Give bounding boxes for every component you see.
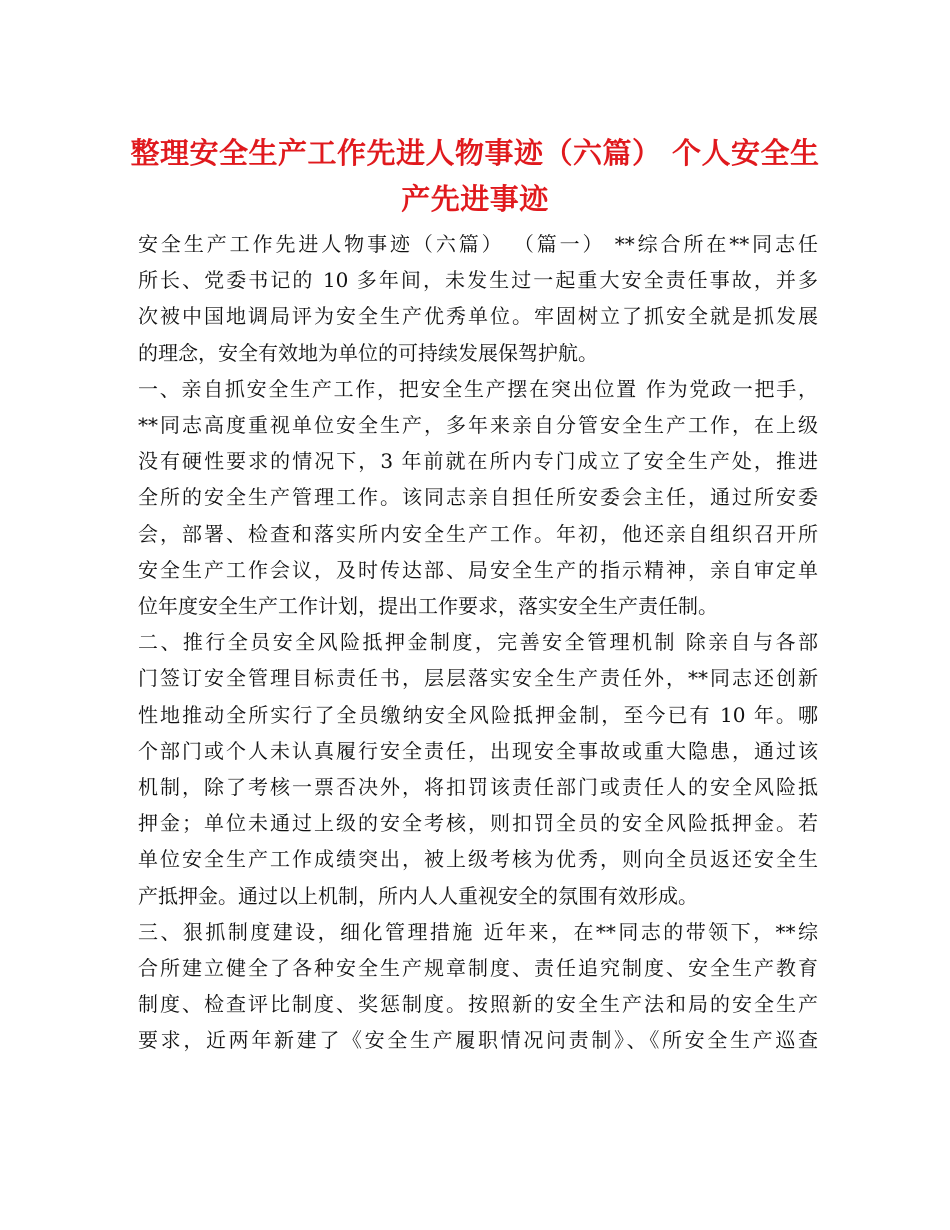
body-line: 的理念，安全有效地为单位的可持续发展保驾护航。 bbox=[138, 340, 598, 365]
body-line: 合所建立健全了各种安全生产规章制度、责任追究制度、安全生产教育 bbox=[138, 956, 818, 980]
body-line: 门签订安全管理目标责任书，层层落实安全生产责任外，**同志还创新 bbox=[138, 666, 818, 691]
body-line: 押金；单位未通过上级的安全考核，则扣罚全员的安全风险抵押金。若 bbox=[138, 811, 818, 836]
body-line: 单位安全生产工作成绩突出，被上级考核为优秀，则向全员返还安全生 bbox=[138, 847, 818, 872]
body-line: 会，部署、检查和落实所内安全生产工作。年初，他还亲自组织召开所 bbox=[138, 521, 818, 546]
document-title-line-2: 产先进事迹 bbox=[401, 182, 549, 216]
body-line: 次被中国地调局评为安全生产优秀单位。牢固树立了抓安全就是抓发展 bbox=[138, 304, 818, 329]
body-line: 制度、检查评比制度、奖惩制度。按照新的安全生产法和局的安全生产 bbox=[138, 992, 818, 1017]
body-line: 位年度安全生产工作计划，提出工作要求，落实安全生产责任制。 bbox=[138, 594, 718, 618]
body-line: 全所的安全生产管理工作。该同志亲自担任所安委会主任，通过所安委 bbox=[138, 485, 818, 510]
body-line: 个部门或个人未认真履行安全责任，出现安全事故或重大隐患，通过该 bbox=[138, 738, 818, 763]
body-line: 安全生产工作先进人物事迹（六篇） （篇一） **综合所在**同志任 bbox=[138, 232, 818, 256]
body-line: 机制，除了考核一票否决外，将扣罚该责任部门或责任人的安全风险抵 bbox=[138, 775, 818, 799]
body-line: 产抵押金。通过以上机制，所内人人重视安全的氛围有效形成。 bbox=[138, 883, 698, 908]
body-line: 一、亲自抓安全生产工作，把安全生产摆在突出位置 作为党政一把手， bbox=[138, 376, 818, 401]
body-line: 安全生产工作会议，及时传达部、局安全生产的指示精神，亲自审定单 bbox=[138, 557, 818, 582]
document-title-line-1: 整理安全生产工作先进人物事迹（六篇） 个人安全生 bbox=[130, 136, 820, 170]
body-line: 没有硬性要求的情况下，3 年前就在所内专门成立了安全生产处，推进 bbox=[138, 449, 818, 474]
body-line: 要求，近两年新建了《安全生产履职情况问责制》、《所安全生产巡查 bbox=[138, 1028, 818, 1053]
body-line: 性地推动全所实行了全员缴纳安全风险抵押金制，至今已有 10 年。哪 bbox=[138, 702, 818, 727]
body-line: 所长、党委书记的 10 多年间，未发生过一起重大安全责任事故，并多 bbox=[138, 268, 818, 293]
body-line: 三、狠抓制度建设，细化管理措施 近年来，在**同志的带领下，**综 bbox=[138, 919, 818, 944]
body-line: 二、推行全员安全风险抵押金制度，完善安全管理机制 除亲自与各部 bbox=[138, 630, 818, 655]
body-line: **同志高度重视单位安全生产，多年来亲自分管安全生产工作，在上级 bbox=[138, 413, 818, 437]
